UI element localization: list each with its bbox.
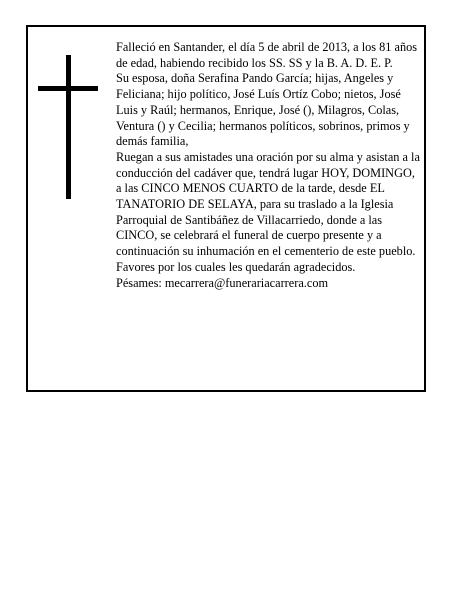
cross-horizontal-bar [38,86,98,91]
latin-cross-icon [38,55,98,199]
cross-vertical-bar [66,55,71,199]
funeral-request: Ruegan a sus amistades una oración por su alma y asistan a la conducción del cadáver que, tendrá lugar HOY, DOMINGO, a las CINCO MENOS CUARTO de la tarde, desde EL TANATORIO DE SELAYA, para su traslado a la Iglesia Parroquial de Santibáñez de Villacarriedo, donde a las CINCO, se celebrará el funeral de cuerpo presente y a continuación su inhumación en el cementerio de este pueblo. Favores por los cuales les quedarán agradecidos. [116,149,420,274]
notice-body [116,40,422,291]
obituary-notice [26,25,426,392]
family-list: Su esposa, doña Serafina Pando García; hijas, Angeles y Feliciana; hijo político, José Luís Ortíz Cobo; nietos, José Luis y Raúl; hermanos, Enrique, José (), Milagros, Colas, Ventura () y Cecilia; hermanos políticos, sobrinos, primos y demás familia, [116,71,410,149]
death-announcement: Falleció en Santander, el día 5 de abril de 2013, a los 81 años de edad, habiendo recibido los SS. SS y la B. A. D. E. P. [116,40,418,70]
condolences-email: Pésames: mecarrera@funerariacarrera.com [116,275,329,290]
